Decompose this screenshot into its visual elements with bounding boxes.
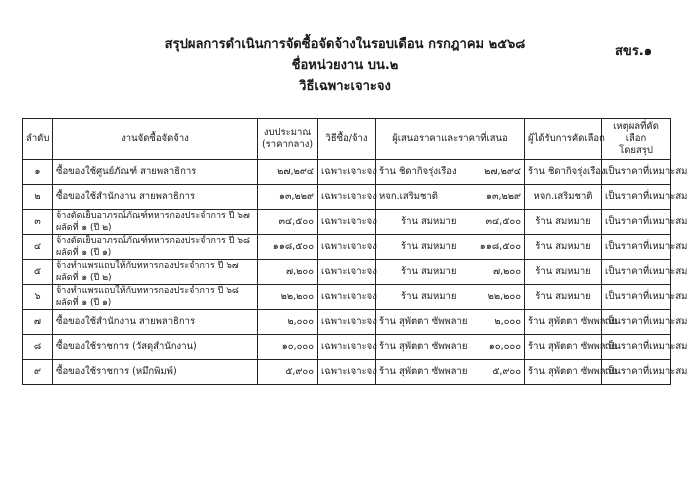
row-budget: ๓๔,๕๐๐ bbox=[258, 210, 318, 235]
row-budget: ๑๐,๐๐๐ bbox=[258, 335, 318, 360]
row-budget: ๒,๐๐๐ bbox=[258, 310, 318, 335]
row-item bbox=[53, 285, 258, 310]
table-row bbox=[23, 210, 671, 235]
row-item-line1: จ้างตัดเย็บอาภรณ์ภัณฑ์ทหารกองประจำการ ปี ๖๗ bbox=[56, 211, 250, 221]
bid-price: ๑๐,๐๐๐ bbox=[488, 341, 521, 352]
document-header bbox=[0, 34, 690, 97]
bidder-name: ร้าน สมหมาย bbox=[401, 291, 457, 302]
bid-price: ๗,๒๐๐ bbox=[492, 266, 521, 277]
row-winner: ร้าน สุพัตตา ซัพพลาย bbox=[525, 335, 602, 360]
row-item: ซื้อของใช้ราชการ (หมึกพิมพ์) bbox=[53, 360, 258, 385]
bidder-name: ร้าน สุพัตตา ซัพพลาย bbox=[379, 366, 468, 377]
row-item bbox=[53, 260, 258, 285]
row-budget: ๕,๙๐๐ bbox=[258, 360, 318, 385]
row-item-line2: ผลัดที่ ๑ (ปี ๑) bbox=[56, 248, 112, 258]
col-header-bidders: ผู้เสนอราคาและราคาที่เสนอ bbox=[376, 119, 525, 160]
row-reason: เป็นราคาที่เหมาะสม bbox=[602, 360, 671, 385]
row-budget: ๒๗,๒๙๔ bbox=[258, 160, 318, 185]
col-header-no: ลำดับ bbox=[23, 119, 53, 160]
unit-name: ชื่อหน่วยงาน บน.๒ bbox=[291, 58, 399, 73]
col-header-reason bbox=[602, 119, 671, 160]
row-bidder bbox=[376, 285, 525, 310]
table-row bbox=[23, 260, 671, 285]
row-item-line1: จ้างตัดเย็บอาภรณ์ภัณฑ์ทหารกองประจำการ ปี ๖๘ bbox=[56, 236, 250, 246]
report-title: สรุปผลการดำเนินการจัดซื้อจัดจ้างในรอบเดือน กรกฎาคม ๒๕๖๘ bbox=[164, 37, 526, 52]
row-no: ๓ bbox=[23, 210, 53, 235]
table-row bbox=[23, 360, 671, 385]
row-method: เฉพาะเจาะจง bbox=[318, 335, 376, 360]
row-item: ซื้อของใช้ราชการ (วัสดุสำนักงาน) bbox=[53, 335, 258, 360]
row-budget: ๑๑๘,๕๐๐ bbox=[258, 235, 318, 260]
col-header-item: งานจัดซื้อจัดจ้าง bbox=[53, 119, 258, 160]
row-winner: ร้าน สมหมาย bbox=[525, 260, 602, 285]
row-budget: ๑๓,๒๒๙ bbox=[258, 185, 318, 210]
row-item: ซื้อของใช้สำนักงาน สายพลาธิการ bbox=[53, 185, 258, 210]
table-row bbox=[23, 285, 671, 310]
row-reason: เป็นราคาที่เหมาะสม bbox=[602, 235, 671, 260]
row-method: เฉพาะเจาะจง bbox=[318, 285, 376, 310]
row-no: ๔ bbox=[23, 235, 53, 260]
row-no: ๗ bbox=[23, 310, 53, 335]
table-row bbox=[23, 160, 671, 185]
table-row bbox=[23, 335, 671, 360]
procurement-table bbox=[22, 118, 688, 385]
bidder-name: ร้าน สุพัตตา ซัพพลาย bbox=[379, 316, 468, 327]
row-bidder bbox=[376, 185, 525, 210]
row-winner: ร้าน สุพัตตา ซัพพลาย bbox=[525, 310, 602, 335]
col-header-budget bbox=[258, 119, 318, 160]
row-bidder bbox=[376, 310, 525, 335]
form-code: สขร.๑ bbox=[615, 44, 652, 59]
row-reason: เป็นราคาที่เหมาะสม bbox=[602, 210, 671, 235]
row-item: ซื้อของใช้ศูนย์ภัณฑ์ สายพลาธิการ bbox=[53, 160, 258, 185]
col-header-reason-line1: เหตุผลที่คัดเลือก bbox=[613, 121, 659, 144]
row-winner: ร้าน สมหมาย bbox=[525, 285, 602, 310]
row-no: ๕ bbox=[23, 260, 53, 285]
row-reason: เป็นราคาที่เหมาะสม bbox=[602, 185, 671, 210]
row-bidder bbox=[376, 210, 525, 235]
bid-price: ๑๓,๒๒๙ bbox=[485, 191, 521, 202]
row-winner: หจก.เสริมชาติ bbox=[525, 185, 602, 210]
row-budget: ๗,๒๐๐ bbox=[258, 260, 318, 285]
row-item bbox=[53, 210, 258, 235]
bidder-name: หจก.เสริมชาติ bbox=[379, 191, 438, 202]
row-method: เฉพาะเจาะจง bbox=[318, 160, 376, 185]
row-reason: เป็นราคาที่เหมาะสม bbox=[602, 310, 671, 335]
row-reason: เป็นราคาที่เหมาะสม bbox=[602, 260, 671, 285]
row-item-line2: ผลัดที่ ๑ (ปี ๑) bbox=[56, 298, 112, 308]
bid-price: ๒,๐๐๐ bbox=[494, 316, 521, 327]
row-no: ๖ bbox=[23, 285, 53, 310]
table-row bbox=[23, 235, 671, 260]
row-reason: เป็นราคาที่เหมาะสม bbox=[602, 160, 671, 185]
row-method: เฉพาะเจาะจง bbox=[318, 210, 376, 235]
bid-price: ๓๔,๕๐๐ bbox=[485, 216, 521, 227]
table-header-row bbox=[23, 119, 671, 160]
bid-price: ๒๒,๒๐๐ bbox=[487, 291, 521, 302]
row-budget: ๒๒,๒๐๐ bbox=[258, 285, 318, 310]
bidder-name: ร้าน สมหมาย bbox=[401, 216, 457, 227]
col-header-budget-line2: (ราคากลาง) bbox=[261, 139, 314, 150]
row-method: เฉพาะเจาะจง bbox=[318, 310, 376, 335]
bidder-name: ร้าน ชิดากิจรุ่งเรือง bbox=[379, 166, 457, 177]
row-bidder bbox=[376, 335, 525, 360]
row-method: เฉพาะเจาะจง bbox=[318, 235, 376, 260]
table-row bbox=[23, 310, 671, 335]
row-item-line2: ผลัดที่ ๑ (ปี ๒) bbox=[56, 273, 112, 283]
row-no: ๒ bbox=[23, 185, 53, 210]
row-method: เฉพาะเจาะจง bbox=[318, 185, 376, 210]
row-reason: เป็นราคาที่เหมาะสม bbox=[602, 335, 671, 360]
bidder-name: ร้าน สมหมาย bbox=[401, 241, 457, 252]
bid-price: ๕,๙๐๐ bbox=[492, 366, 521, 377]
bidder-name: ร้าน สมหมาย bbox=[401, 266, 457, 277]
method-heading: วิธีเฉพาะเจาะจง bbox=[299, 79, 391, 94]
row-method: เฉพาะเจาะจง bbox=[318, 360, 376, 385]
row-bidder bbox=[376, 360, 525, 385]
bidder-name: ร้าน สุพัตตา ซัพพลาย bbox=[379, 341, 468, 352]
row-item-line2: ผลัดที่ ๑ (ปี ๒) bbox=[56, 223, 112, 233]
row-method: เฉพาะเจาะจง bbox=[318, 260, 376, 285]
row-no: ๙ bbox=[23, 360, 53, 385]
table-row bbox=[23, 185, 671, 210]
row-winner: ร้าน สุพัตตา ซัพพลาย bbox=[525, 360, 602, 385]
row-reason: เป็นราคาที่เหมาะสม bbox=[602, 285, 671, 310]
row-no: ๘ bbox=[23, 335, 53, 360]
bid-price: ๑๑๘,๕๐๐ bbox=[479, 241, 521, 252]
row-item-line1: จ้างทำแพรแถบให้กับทหารกองประจำการ ปี ๖๗ bbox=[56, 261, 239, 271]
row-item-line1: จ้างทำแพรแถบให้กับทหารกองประจำการ ปี ๖๘ bbox=[56, 286, 239, 296]
row-winner: ร้าน สมหมาย bbox=[525, 235, 602, 260]
row-bidder bbox=[376, 235, 525, 260]
row-no: ๑ bbox=[23, 160, 53, 185]
col-header-budget-line1: งบประมาณ bbox=[263, 127, 312, 138]
bid-price: ๒๗,๒๙๔ bbox=[484, 166, 521, 177]
col-header-method: วิธีซื้อ/จ้าง bbox=[318, 119, 376, 160]
row-item: ซื้อของใช้สำนักงาน สายพลาธิการ bbox=[53, 310, 258, 335]
row-winner: ร้าน สมหมาย bbox=[525, 210, 602, 235]
row-item bbox=[53, 235, 258, 260]
col-header-reason-line2: โดยสรุป bbox=[619, 145, 653, 156]
row-bidder bbox=[376, 260, 525, 285]
col-header-winner: ผู้ได้รับการคัดเลือก bbox=[525, 119, 602, 160]
row-winner: ร้าน ชิดากิจรุ่งเรือง bbox=[525, 160, 602, 185]
row-bidder bbox=[376, 160, 525, 185]
